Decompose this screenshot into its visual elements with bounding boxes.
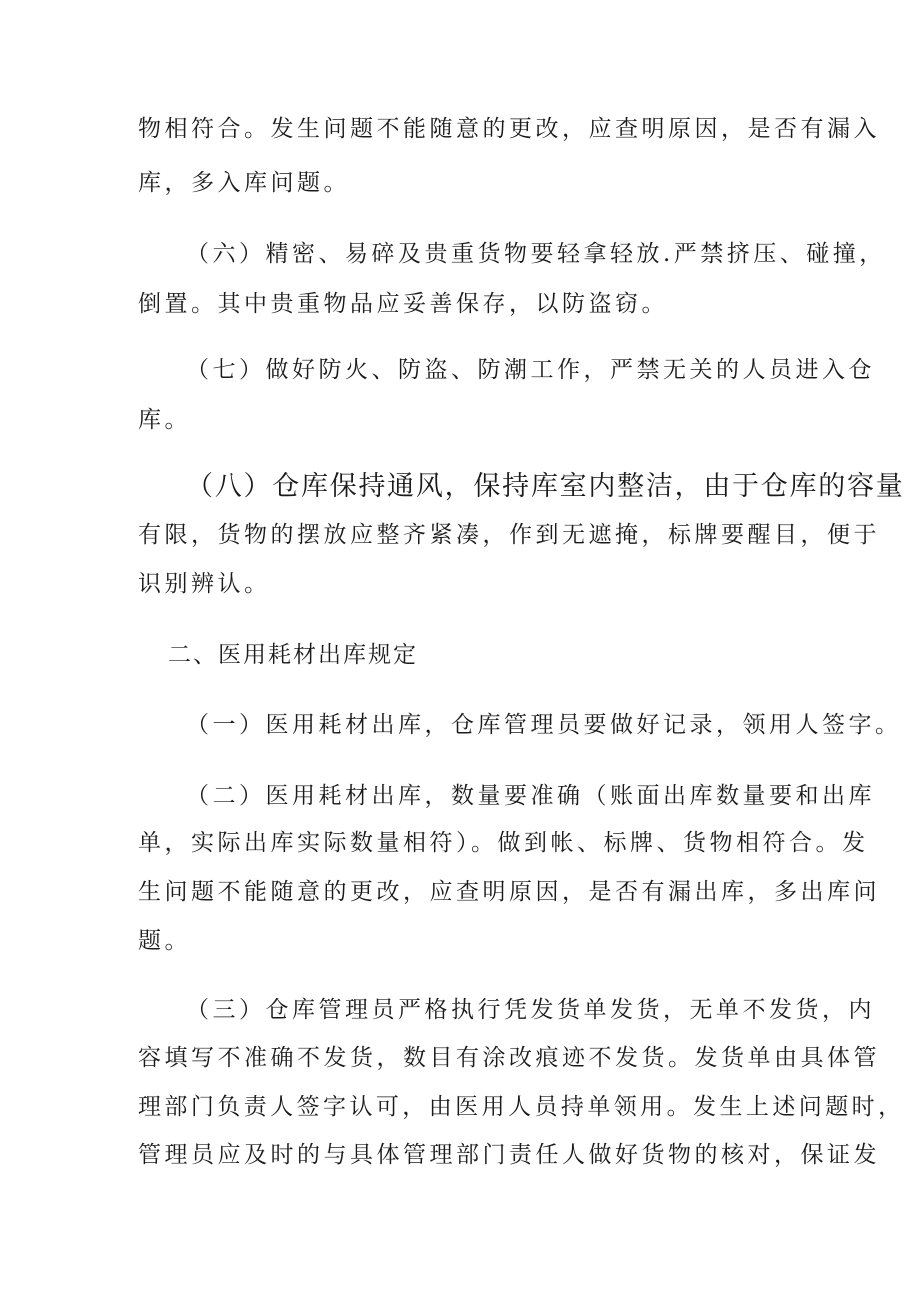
body-text-line: （八）仓库保持通风，保持库室内整洁，由于仓库的容量 xyxy=(186,471,905,502)
body-text-line: 理部门负责人签字认可，由医用人员持单领用。发生上述问题时， xyxy=(138,1094,905,1120)
section-heading: 二、医用耗材出库规定 xyxy=(168,642,418,668)
body-text-line: （六）精密、易碎及贵重货物要轻拿轻放.严禁挤压、碰撞， xyxy=(186,241,886,267)
body-text-line: 识别辨认。 xyxy=(138,571,271,597)
body-text-line: （七）做好防火、防盗、防潮工作，严禁无关的人员进入仓 xyxy=(186,357,875,383)
body-text-line: 管理员应及时的与具体管理部门责任人做好货物的核对，保证发 xyxy=(138,1142,880,1168)
body-text-line: 库，多入库问题。 xyxy=(138,170,350,196)
body-text-line: （二）医用耗材出库，数量要准确（账面出库数量要和出库 xyxy=(186,783,875,809)
body-text-line: 题。 xyxy=(138,928,191,954)
body-text-line: 容填写不准确不发货，数目有涂改痕迹不发货。发货单由具体管 xyxy=(138,1045,880,1071)
body-text-line: 生问题不能随意的更改，应查明原因，是否有漏出库，多出库问 xyxy=(138,879,880,905)
body-text-line: 库。 xyxy=(138,407,191,433)
body-text-line: 单，实际出库实际数量相符）。做到帐、标牌、货物相符合。发 xyxy=(138,830,869,856)
body-text-line: 有限，货物的摆放应整齐紧凑，作到无遮掩，标牌要醒目，便于 xyxy=(138,522,880,548)
body-text-line: 物相符合。发生问题不能随意的更改，应查明原因，是否有漏入 xyxy=(138,116,880,142)
body-text-line: （三）仓库管理员严格执行凭发货单发货，无单不发货，内 xyxy=(186,997,875,1023)
body-text-line: 倒置。其中贵重物品应妥善保存，以防盗窃。 xyxy=(138,291,668,317)
body-text-line: （一）医用耗材出库，仓库管理员要做好记录，领用人签字。 xyxy=(186,712,902,738)
